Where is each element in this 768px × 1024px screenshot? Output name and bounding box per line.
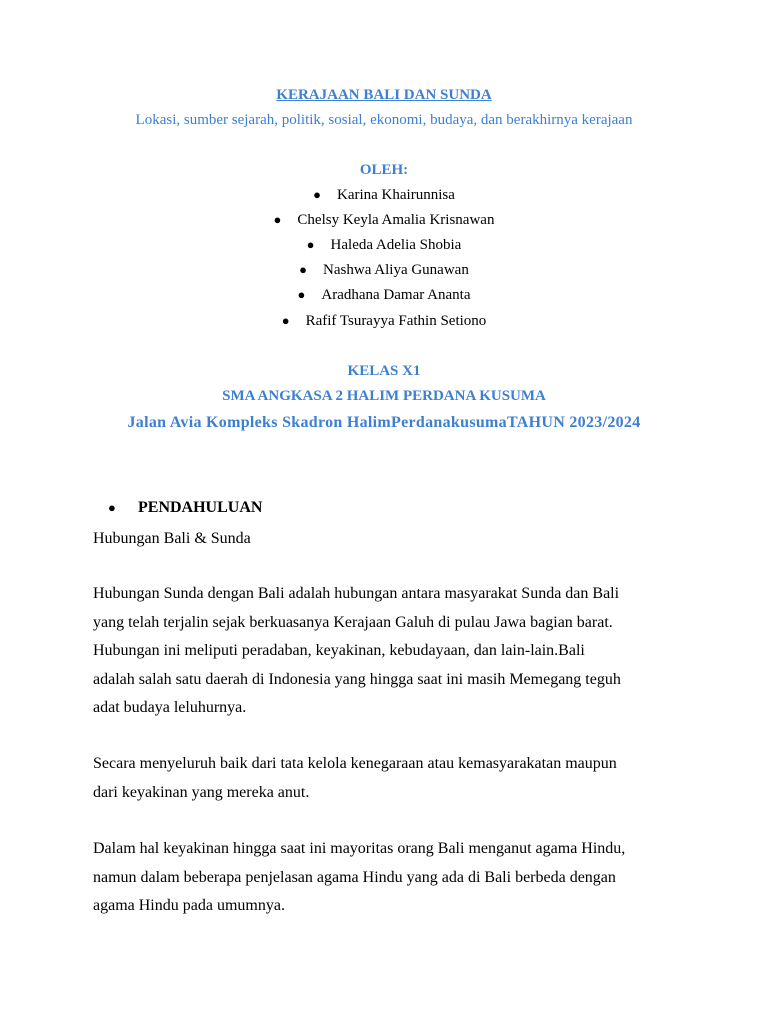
paragraph-line: yang telah terjalin sejak berkuasanya Kerajaan Galuh di pulau Jawa bagian barat. (93, 613, 613, 631)
class-label: KELAS X1 (347, 363, 421, 379)
author-item (0, 287, 768, 304)
author-item (0, 237, 768, 254)
author-item (0, 212, 768, 229)
author-name: Rafif Tsurayya Fathin Setiono (305, 313, 487, 329)
paragraph-line: agama Hindu pada umumnya. (93, 897, 285, 914)
paragraph-line: Hubungan Bali & Sunda (93, 530, 251, 547)
bullet-icon: ● (299, 262, 308, 277)
bullet-icon: ● (273, 212, 282, 227)
bullet-icon: ● (108, 500, 116, 515)
author-name: Karina Khairunnisa (336, 187, 455, 203)
document-subtitle: Lokasi, sumber sejarah, politik, sosial, ekonomi, budaya, dan berakhirnya kerajaan (135, 112, 633, 128)
section-heading-text: PENDAHULUAN (138, 499, 263, 516)
bullet-icon: ● (306, 237, 315, 252)
paragraph-line: adat budaya leluhurnya. (93, 699, 247, 716)
author-item (0, 187, 768, 204)
author-item (0, 313, 768, 330)
paragraph-line: namun dalam beberapa penjelasan agama Hindu yang ada di Bali berbeda dengan (93, 868, 616, 886)
paragraph-line: dari keyakinan yang mereka anut. (93, 783, 310, 801)
author-name: Aradhana Damar Ananta (321, 287, 471, 303)
bullet-icon: ● (313, 187, 321, 202)
address-year: Jalan Avia Kompleks Skadron HalimPerdanakusumaTAHUN 2023/2024 (127, 414, 641, 431)
paragraph-line: Hubungan Sunda dengan Bali adalah hubungan antara masyarakat Sunda dan Bali (93, 585, 620, 602)
author-item (0, 262, 768, 279)
bullet-icon: ● (281, 313, 290, 328)
document-title: KERAJAAN BALI DAN SUNDA (276, 87, 492, 103)
paragraph-line: Dalam hal keyakinan hingga saat ini mayoritas orang Bali menganut agama Hindu, (93, 840, 626, 857)
author-name: Chelsy Keyla Amalia Krisnawan (297, 212, 495, 228)
authors-label: OLEH: (359, 162, 409, 178)
bullet-icon: ● (297, 287, 306, 302)
section-heading (108, 499, 262, 517)
paragraph (93, 750, 693, 807)
paragraph (93, 580, 693, 723)
paragraph (93, 835, 693, 921)
paragraph-line: Secara menyeluruh baik dari tata kelola kenegaraan atau kemasyarakatan maupun (93, 755, 617, 772)
author-name: Nashwa Aliya Gunawan (323, 262, 469, 278)
author-name: Haleda Adelia Shobia (330, 237, 462, 253)
paragraph (93, 525, 693, 554)
paragraph-line: Hubungan ini meliputi peradaban, keyakinan, kebudayaan, dan lain-lain.Bali (93, 642, 585, 659)
paragraph-line: adalah salah satu daerah di Indonesia yang hingga saat ini masih Memegang teguh (93, 670, 621, 688)
school-name: SMA ANGKASA 2 HALIM PERDANA KUSUMA (222, 388, 546, 404)
